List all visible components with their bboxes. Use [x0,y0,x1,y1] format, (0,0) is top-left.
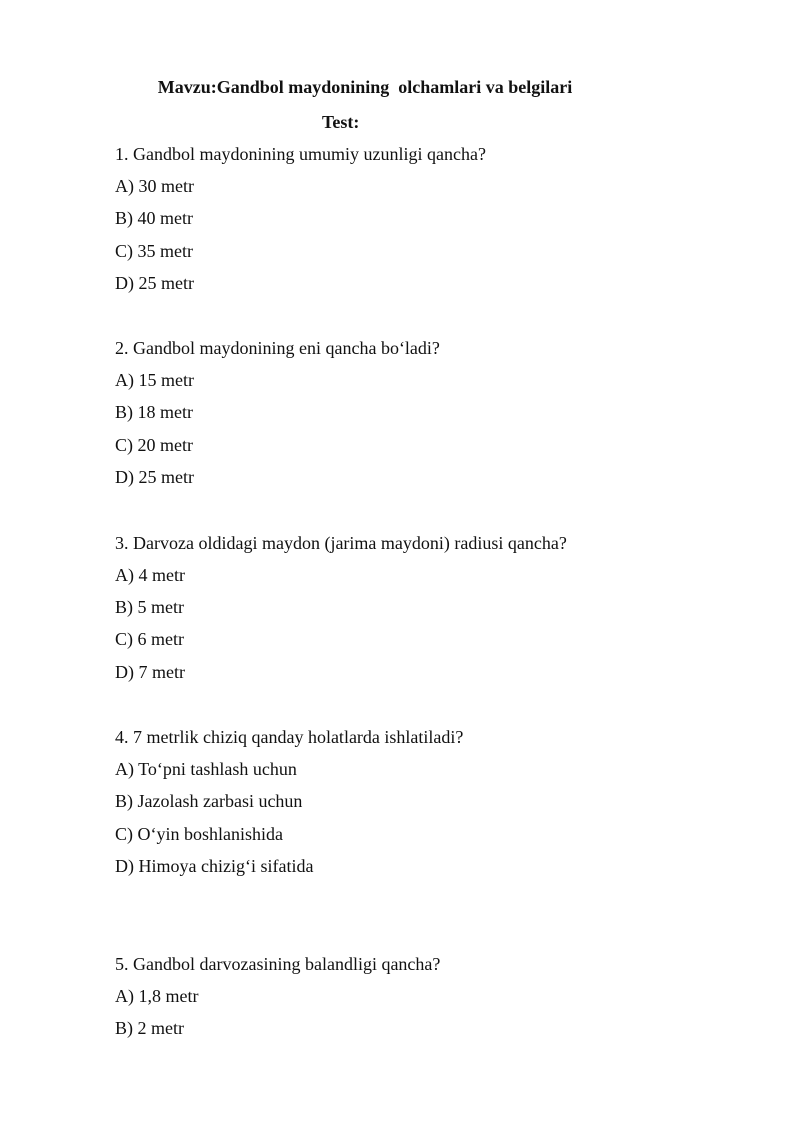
test-heading: Test: [322,112,360,132]
question-3: 3. Darvoza oldidagi maydon (jarima maydoni) radiusi qancha? [115,533,567,553]
question-4-option-a: A) To‘pni tashlash uchun [115,759,297,779]
document-title: Mavzu:Gandbol maydonining olchamlari va belgilari [157,77,573,97]
question-3-option-a: A) 4 metr [115,565,185,585]
question-5-option-b: B) 2 metr [115,1018,184,1038]
question-1: 1. Gandbol maydonining umumiy uzunligi qancha? [115,144,486,164]
question-1-option-c: C) 35 metr [115,241,193,261]
question-3-option-c: C) 6 metr [115,629,184,649]
question-2-option-d: D) 25 metr [115,467,194,487]
question-4-option-d: D) Himoya chizig‘i sifatida [115,856,314,876]
question-4-option-b: B) Jazolash zarbasi uchun [115,791,303,811]
question-5: 5. Gandbol darvozasining balandligi qancha? [115,954,441,974]
question-1-option-b: B) 40 metr [115,208,193,228]
question-2-option-b: B) 18 metr [115,402,193,422]
question-4-option-c: C) O‘yin boshlanishida [115,824,283,844]
question-4: 4. 7 metrlik chiziq qanday holatlarda ishlatiladi? [115,727,464,747]
question-1-option-a: A) 30 metr [115,176,194,196]
question-3-option-d: D) 7 metr [115,662,185,682]
question-3-option-b: B) 5 metr [115,597,184,617]
question-2-option-c: C) 20 metr [115,435,193,455]
question-2-option-a: A) 15 metr [115,370,194,390]
question-2: 2. Gandbol maydonining eni qancha bo‘ladi? [115,338,440,358]
question-5-option-a: A) 1,8 metr [115,986,199,1006]
question-1-option-d: D) 25 metr [115,273,194,293]
